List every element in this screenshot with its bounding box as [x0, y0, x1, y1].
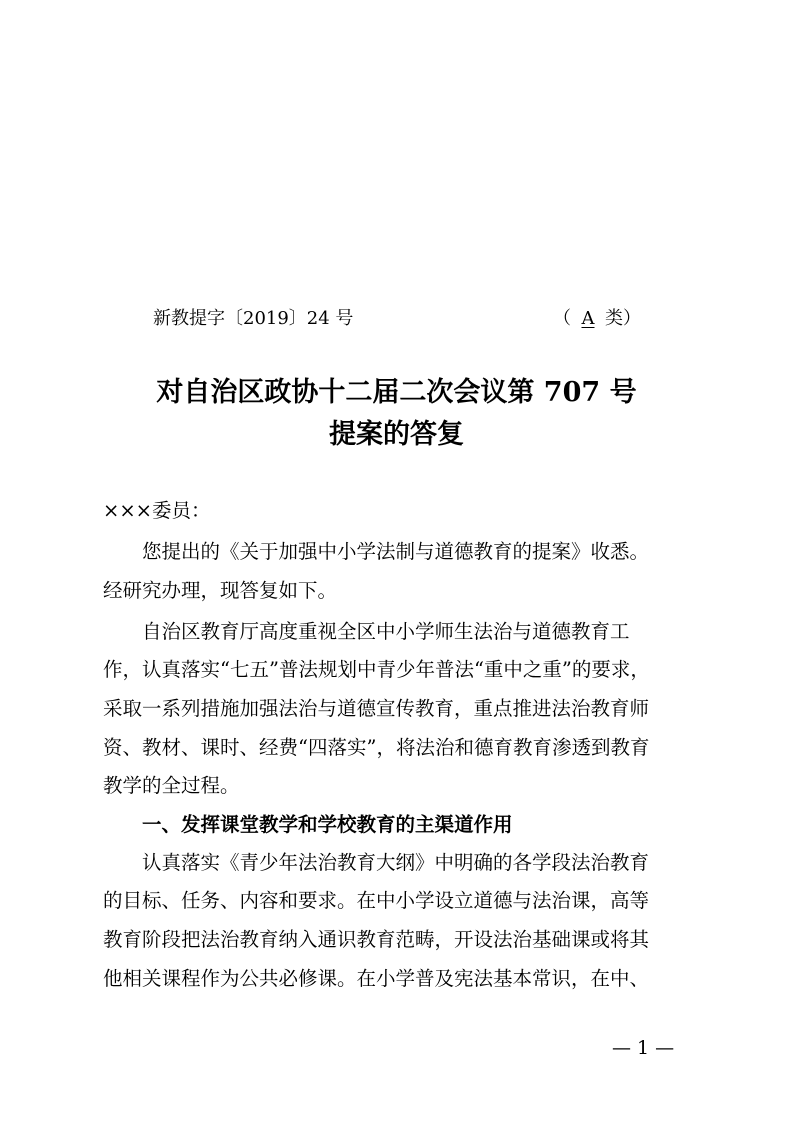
paragraph-2-line: 作，认真落实“七五”普法规划中青少年普法“重中之重”的要求， [103, 658, 650, 681]
paragraph-3-line: 教育阶段把法治教育纳入通识教育范畴，开设法治基础课或将其 [103, 928, 650, 951]
class-close: 类） [605, 308, 641, 329]
section-1-heading: 一、发挥课堂教学和学校教育的主渠道作用 [142, 813, 513, 836]
paragraph-2-line: 资、教材、课时、经费“四落实”，将法治和德育教育渗透到教育 [103, 736, 650, 759]
paragraph-3-line: 他相关课程作为公共必修课。在小学普及宪法基本常识，在中、 [103, 967, 650, 990]
document-title-line-1: 对自治区政协十二届二次会议第 707 号 [156, 377, 637, 408]
class-grade: A [581, 308, 595, 329]
paragraph-3-line: 的目标、任务、内容和要求。在中小学设立道德与法治课，高等 [103, 889, 650, 912]
paragraph-2-line: 自治区教育厅高度重视全区中小学师生法治与道德教育工 [142, 620, 630, 643]
paragraph-3-line: 认真落实《青少年法治教育大纲》中明确的各学段法治教育 [142, 851, 650, 874]
class-open: （ [553, 308, 571, 329]
document-number: 新教提字〔2019〕24 号 [153, 308, 354, 329]
document-class [553, 307, 641, 331]
paragraph-2-line: 采取一系列措施加强法治与道德宣传教育，重点推进法治教育师 [103, 697, 650, 720]
paragraph-1-line: 您提出的《关于加强中小学法制与道德教育的提案》收悉。 [142, 540, 650, 563]
page-number: — 1 — [612, 1037, 675, 1059]
paragraph-2-line: 教学的全过程。 [103, 774, 240, 797]
document-title-line-2: 提案的答复 [329, 419, 464, 450]
paragraph-1-line: 经研究办理，现答复如下。 [103, 579, 338, 602]
salutation: ×××委员： [103, 499, 211, 522]
